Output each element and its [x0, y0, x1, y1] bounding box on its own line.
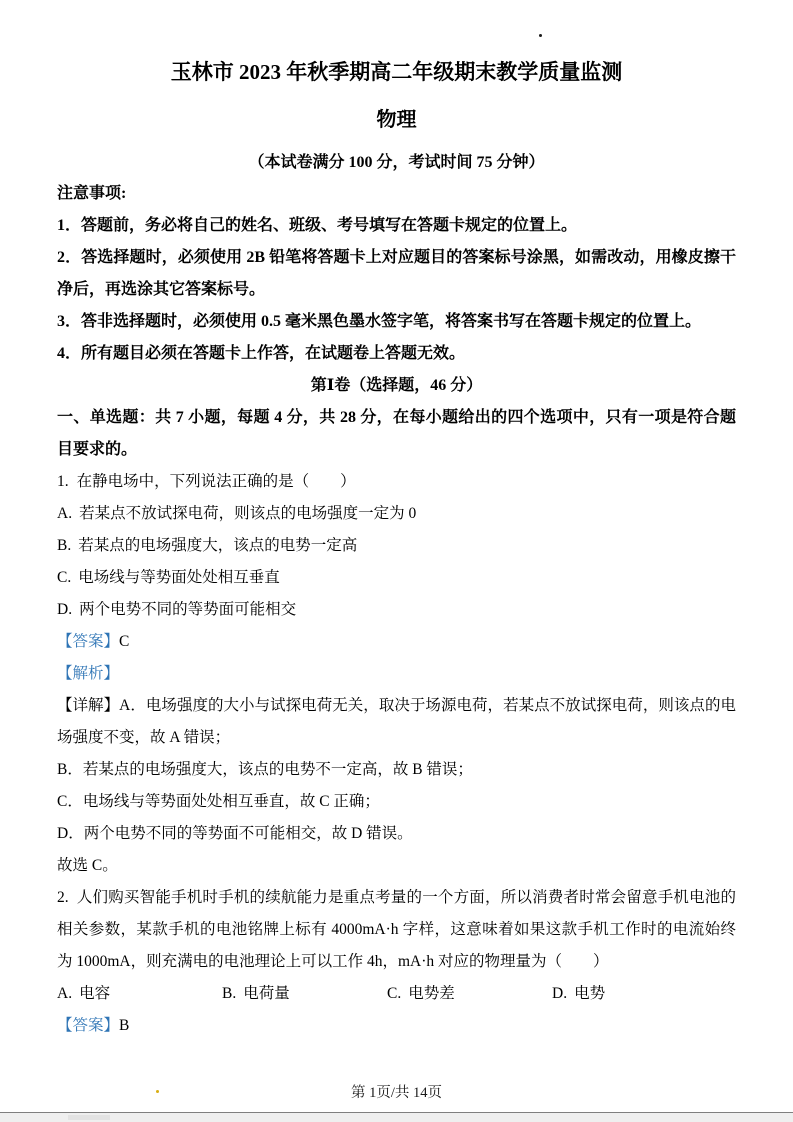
- notice-item-4: 4．所有题目必须在答题卡上作答，在试题卷上答题无效。: [57, 345, 466, 362]
- stray-dot: [156, 1090, 159, 1093]
- option-d-label: D.: [552, 985, 568, 1002]
- detail-text-a: A．电场强度的大小与试探电荷无关，取决于场源电荷，若某点不放试探电荷，则该点的电场强度不变，故 A 错误；: [57, 697, 736, 746]
- option-d-text: 电势: [574, 985, 606, 1002]
- question-1-analysis-line: [57, 658, 736, 690]
- question-2-option-b: [222, 978, 387, 1010]
- exam-title: 玉林市 2023 年秋季期高二年级期末教学质量监测: [170, 60, 623, 84]
- notice-item-3: 3．答非选择题时，必须使用 0.5 毫米黑色墨水签字笔，将答案书写在答题卡规定的位置上。: [57, 313, 702, 330]
- analysis-label: 【解析】: [57, 665, 120, 682]
- question-1-option-a: [57, 498, 736, 530]
- question-2-option-c: [387, 978, 552, 1010]
- section-title: 第Ⅰ卷（选择题，46 分）: [310, 377, 483, 394]
- question-group-intro: 一、单选题：共 7 小题，每题 4 分，共 28 分，在每小题给出的四个选项中，只有一项是符合题目要求的。: [57, 409, 736, 458]
- exam-subject: 物理: [376, 109, 417, 131]
- question-2-number: 2.: [57, 889, 69, 906]
- question-2-answer-line: [57, 1010, 736, 1042]
- question-2-option-a: [57, 978, 222, 1010]
- option-b-text: 若某点的电场强度大，该点的电势一定高: [78, 537, 358, 554]
- page-break-artifact: [68, 1115, 110, 1120]
- question-2-options-row: [57, 978, 736, 1010]
- option-a-text: 若某点不放试探电荷，则该点的电场强度一定为 0: [79, 505, 417, 522]
- question-2-stem-text: 人们购买智能手机时手机的续航能力是重点考量的一个方面，所以消费者时常会留意手机电池的相关参数，某款手机的电池铭牌上标有 4000mA·h 字样，这意味着如果这款手机工作时的电流始终为 1000mA，则充满电的电池理论上可以工作 4h，mA·h 对应的物理量为（ ）: [57, 889, 736, 970]
- answer-value: B: [119, 1017, 130, 1034]
- option-a-label: A.: [57, 505, 73, 522]
- answer-label: 【答案】: [57, 1017, 120, 1034]
- question-1-stem-text: 在静电场中，下列说法正确的是（ ）: [76, 473, 356, 490]
- question-1-option-d: [57, 594, 736, 626]
- option-b-text: 电荷量: [243, 985, 290, 1002]
- question-2-stem: [57, 882, 736, 978]
- page-break-bar: [0, 1112, 793, 1122]
- page-number-indicator: 第 1页/共 14页: [350, 1085, 443, 1101]
- detail-label: 【详解】: [57, 697, 120, 714]
- notice-item-2: 2．答选择题时，必须使用 2B 铅笔将答题卡上对应题目的答案标号涂黑，如需改动，用橡皮擦干净后，再选涂其它答案标号。: [57, 249, 736, 298]
- option-d-text: 两个电势不同的等势面可能相交: [79, 601, 297, 618]
- answer-label: 【答案】: [57, 633, 120, 650]
- answer-value: C: [119, 633, 130, 650]
- question-1-detail-c: C．电场线与等势面处处相互垂直，故 C 正确；: [57, 793, 380, 810]
- option-b-label: B.: [57, 537, 72, 554]
- notice-item-1: 1．答题前，务必将自己的姓名、班级、考号填写在答题卡规定的位置上。: [57, 217, 578, 234]
- option-c-label: C.: [57, 569, 72, 586]
- exam-info: （本试卷满分 100 分，考试时间 75 分钟）: [248, 154, 545, 171]
- question-1-stem: [57, 466, 736, 498]
- question-1-conclusion: 故选 C。: [57, 857, 118, 874]
- option-c-text: 电场线与等势面处处相互垂直: [78, 569, 280, 586]
- notices-heading: 注意事项:: [57, 185, 127, 202]
- question-2-option-d: [552, 978, 605, 1010]
- option-d-label: D.: [57, 601, 73, 618]
- option-a-text: 电容: [79, 985, 111, 1002]
- question-1-option-b: [57, 530, 736, 562]
- option-c-label: C.: [387, 985, 402, 1002]
- question-1-detail-a: [57, 690, 736, 754]
- question-1-detail-d: D．两个电势不同的等势面不可能相交，故 D 错误。: [57, 825, 413, 842]
- question-1-option-c: [57, 562, 736, 594]
- question-1-answer-line: [57, 626, 736, 658]
- option-a-label: A.: [57, 985, 73, 1002]
- option-c-text: 电势差: [408, 985, 455, 1002]
- question-1-detail-b: B．若某点的电场强度大，该点的电势不一定高，故 B 错误；: [57, 761, 473, 778]
- question-1-number: 1.: [57, 473, 69, 490]
- option-b-label: B.: [222, 985, 237, 1002]
